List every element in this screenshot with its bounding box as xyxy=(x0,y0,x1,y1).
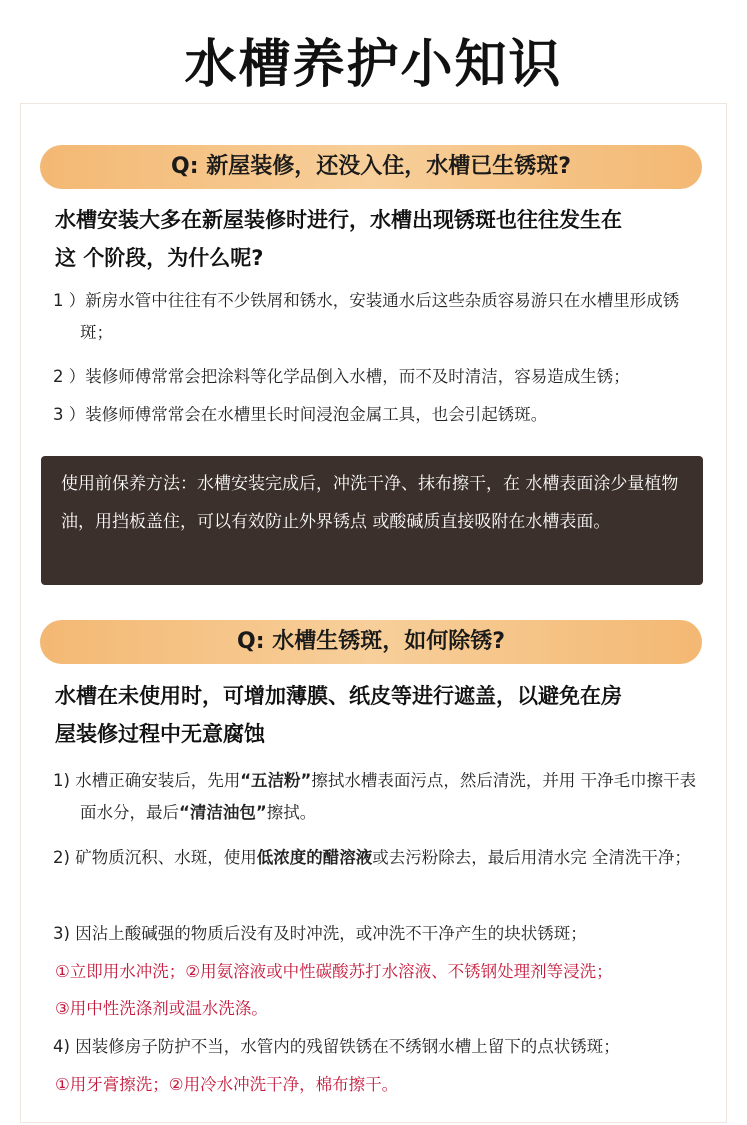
section1-lead-line1: 水槽安装大多在新屋装修时进行，水槽出现锈斑也往往发生在 xyxy=(55,208,622,232)
item-text: 擦拭水槽表面污点，然后清洗，并用 干净毛巾擦干表面水分，最后 xyxy=(80,771,697,822)
section2-lead-line2: 屋装修过程中无意腐蚀 xyxy=(55,722,265,746)
item-text: 擦拭。 xyxy=(266,803,317,822)
item-text: 装修师傅常常会在水槽里长时间浸泡金属工具，也会引起锈斑。 xyxy=(85,405,548,424)
remedy-line: ③用中性洗涤剂或温水洗涤。 xyxy=(55,999,268,1018)
item-text: 因装修房子防护不当，水管内的残留铁锈在不绣钢水槽上留下的点状锈斑； xyxy=(75,1037,620,1056)
question-banner-1: Q: 新屋装修，还没入住，水槽已生锈斑? xyxy=(40,145,702,189)
highlight-product: “五洁粉” xyxy=(240,771,312,790)
item-text: 因沾上酸碱强的物质后没有及时冲洗，或冲洗不干净产生的块状锈斑； xyxy=(75,924,587,943)
section1-lead-line2: 这 个阶段，为什么呢? xyxy=(55,246,264,270)
item-number: 1) xyxy=(53,771,70,790)
section1-lead xyxy=(55,201,703,277)
list-item xyxy=(53,918,703,950)
item-number: 4) xyxy=(53,1037,70,1056)
page-title: 水槽养护小知识 xyxy=(184,35,563,95)
maintenance-tip-box xyxy=(41,456,703,585)
item-text: 水槽正确安装后，先用 xyxy=(75,771,241,790)
remedy-line: ①用牙膏擦洗；②用冷水冲洗干净，棉布擦干。 xyxy=(55,1075,399,1094)
list-item xyxy=(53,842,703,874)
section2-lead xyxy=(55,677,703,753)
list-item xyxy=(53,765,703,829)
list-item xyxy=(53,1031,703,1063)
highlight-product: “清洁油包” xyxy=(179,803,267,822)
item-text: 或去污粉除去，最后用清水完 全清洗干净； xyxy=(372,848,691,867)
item-number: 2) xyxy=(53,848,70,867)
item-number: 3) xyxy=(53,924,70,943)
item-number: 1 ） xyxy=(53,291,86,310)
item-text: 装修师傅常常会把涂料等化学品倒入水槽，而不及时清洁，容易造成生锈； xyxy=(85,367,630,386)
item-number: 2 ） xyxy=(53,367,86,386)
remedy-line: ①立即用水冲洗；②用氨溶液或中性碳酸苏打水溶液、不锈钢处理剂等浸洗； xyxy=(55,962,613,981)
list-item xyxy=(53,361,703,393)
item-number: 3 ） xyxy=(53,405,86,424)
section2-lead-line1: 水槽在未使用时，可增加薄膜、纸皮等进行遮盖，以避免在房 xyxy=(55,684,622,708)
item-text: 新房水管中往往有不少铁屑和锈水，安装通水后这些杂质容易游只在水槽里形成锈斑； xyxy=(80,291,680,342)
item-text: 矿物质沉积、水斑，使用 xyxy=(75,848,257,867)
maintenance-tip-text: 使用前保养方法：水槽安装完成后，冲洗干净、抹布擦干，在 水槽表面涂少量植物油，用挡板盖住，可以有效防止外界锈点 或酸碱质直接吸附在水槽表面。 xyxy=(61,474,679,532)
highlight-solution: 低浓度的醋溶液 xyxy=(256,848,373,867)
list-item xyxy=(53,285,703,349)
question-banner-2: Q: 水槽生锈斑，如何除锈? xyxy=(40,620,702,664)
list-item xyxy=(53,399,703,431)
